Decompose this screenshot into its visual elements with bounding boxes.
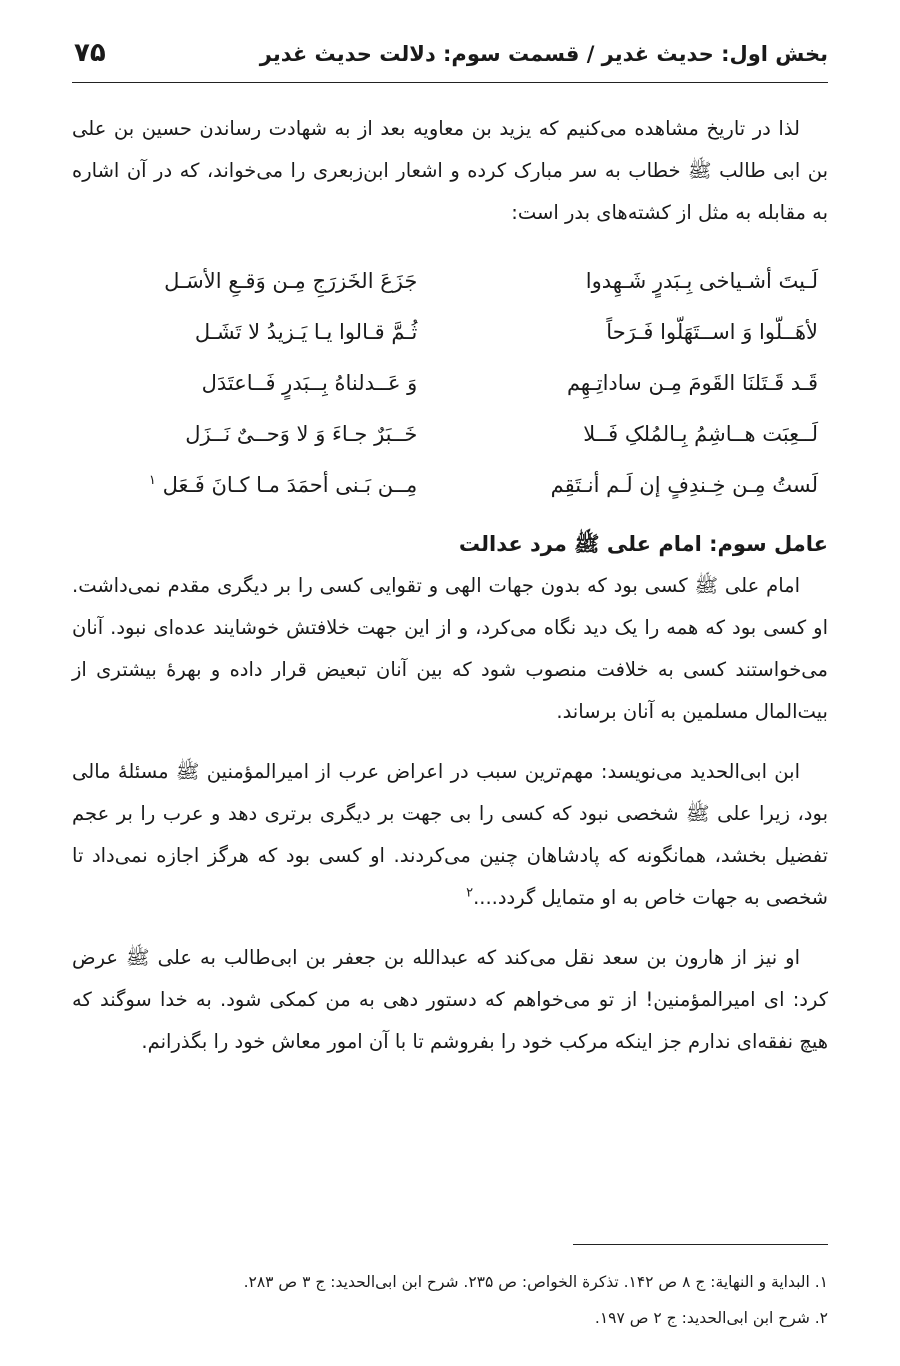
page-number: ۷۵ <box>74 38 106 68</box>
verse-second-half: خَــبَرٌ جـاءَ وَ لا وَحــیٌ نَــزَل <box>185 422 418 446</box>
verse-first-half: لَـیتَ أشـیاخی بِـبَدرٍ شَـهِدوا <box>585 269 818 293</box>
verse-first-half: لَستُ مِـن خِـندِفٍ إن لَـم أنـتَقِم <box>550 473 818 497</box>
verse-first-half: لَــعِبَت هــاشِمُ بِـالمُلکِ فَــلا <box>583 422 818 446</box>
verse-second-half: ثُـمَّ قـالوا یـا یَـزیدُ لا تَشَـل <box>194 320 418 344</box>
poem-verse <box>72 358 828 409</box>
verse-second-half <box>76 460 417 511</box>
poem-verse <box>72 256 828 307</box>
paragraph-justice: امام علی ﷺ کسی بود که بدون جهات الهی و تقوایی کسی را بر دیگری مقدم نمی‌داشت. او کسی بود که همه را یک دید نگاه می‌کرد، و از این جهت خلافتش خوشایند عده‌ای نبود. آنان می‌خواستند کسی به خلافت منصوب شود که بین آنان تبعیض قرار داده و بهرهٔ بیشتری از بیت‌المال مسلمین به آنان برساند. <box>72 574 828 723</box>
paragraph-ibn-abi-al-hadid-text: ابن ابی‌الحدید می‌نویسد: مهم‌ترین سبب در اعراض عرب از امیرالمؤمنین ﷺ مسئلهٔ مالی بود، زیرا علی ﷺ شخصی نبود که کسی را بی جهت بر دیگری برتری دهد و عرب را بر عجم تفضیل بخشد، همانگونه که پادشاهان چنین می‌کردند. او کسی بود که هرگز اجازه نمی‌داد تا شخصی به جهات خاص به او متمایل گردد.... <box>72 760 828 909</box>
intro-paragraph: لذا در تاریخ مشاهده می‌کنیم که یزید بن معاویه بعد از به شهادت رساندن حسین بن علی بن ابی طالب ﷺ خطاب به سر مبارک کرده و اشعار ابن‌زبعری را می‌خواند، که در آن اشاره به مقابله به مثل از کشته‌های بدر است: <box>72 117 828 224</box>
footnote-reference-1[interactable]: ۱ <box>148 473 156 488</box>
poem-verse <box>72 460 828 511</box>
page-body <box>72 108 828 1063</box>
footnotes <box>72 1264 828 1336</box>
poem-verse <box>72 307 828 358</box>
verse-second-half: جَزَعَ الخَزرَجِ مِـن وَقـعِ الأسَـل <box>164 269 418 293</box>
header-title: بخش اول: حدیث غدیر / قسمت سوم: دلالت حدیث غدیر <box>259 42 828 66</box>
book-page <box>72 0 828 1366</box>
verse-first-half: قَـد قَـتَلنَا القَومَ مِـن ساداتِـهِم <box>566 371 818 395</box>
footnote-2: ۲. شرح ابن ابی‌الحدید: ج ۲ ص ۱۹۷. <box>594 1309 828 1327</box>
poem-verse <box>72 409 828 460</box>
poem <box>72 256 828 511</box>
paragraph-ibn-abi-al-hadid <box>72 751 828 919</box>
verse-second-half-text: مِــن بَـنی أحمَدَ مـا کـانَ فَـعَل <box>162 473 418 497</box>
footnote-reference-2[interactable]: ۲ <box>466 885 474 901</box>
footnote-1: ۱. البدایة و النهایة: ج ۸ ص ۱۴۲. تذکرة الخواص: ص ۲۳۵. شرح ابن ابی‌الحدید: ج ۳ ص ۲۸۳. <box>243 1273 828 1291</box>
verse-first-half: لأهَــلّوا وَ اســتَهَلّوا فَـرَحاً <box>606 320 818 344</box>
paragraph-abdullah-ibn-jafar: او نیز از هارون بن سعد نقل می‌کند که عبدالله بن جعفر بن ابی‌طالب به علی ﷺ عرض کرد: ای امیرالمؤمنین! از تو می‌خواهم که دستور دهی به من کمکی شود. به خدا سوگند که هیچ نفقه‌ای ندارم جز اینکه مرکب خود را بفروشم تا با آن امور معاش خود را بگذرانم. <box>72 946 828 1053</box>
running-header <box>72 34 828 83</box>
footnote-divider <box>573 1244 828 1245</box>
verse-second-half: وَ عَــدلناهُ بِــبَدرٍ فَــاعتَدَل <box>201 371 418 395</box>
section-heading: عامل سوم: امام علی ﷺ مرد عدالت <box>458 532 828 556</box>
